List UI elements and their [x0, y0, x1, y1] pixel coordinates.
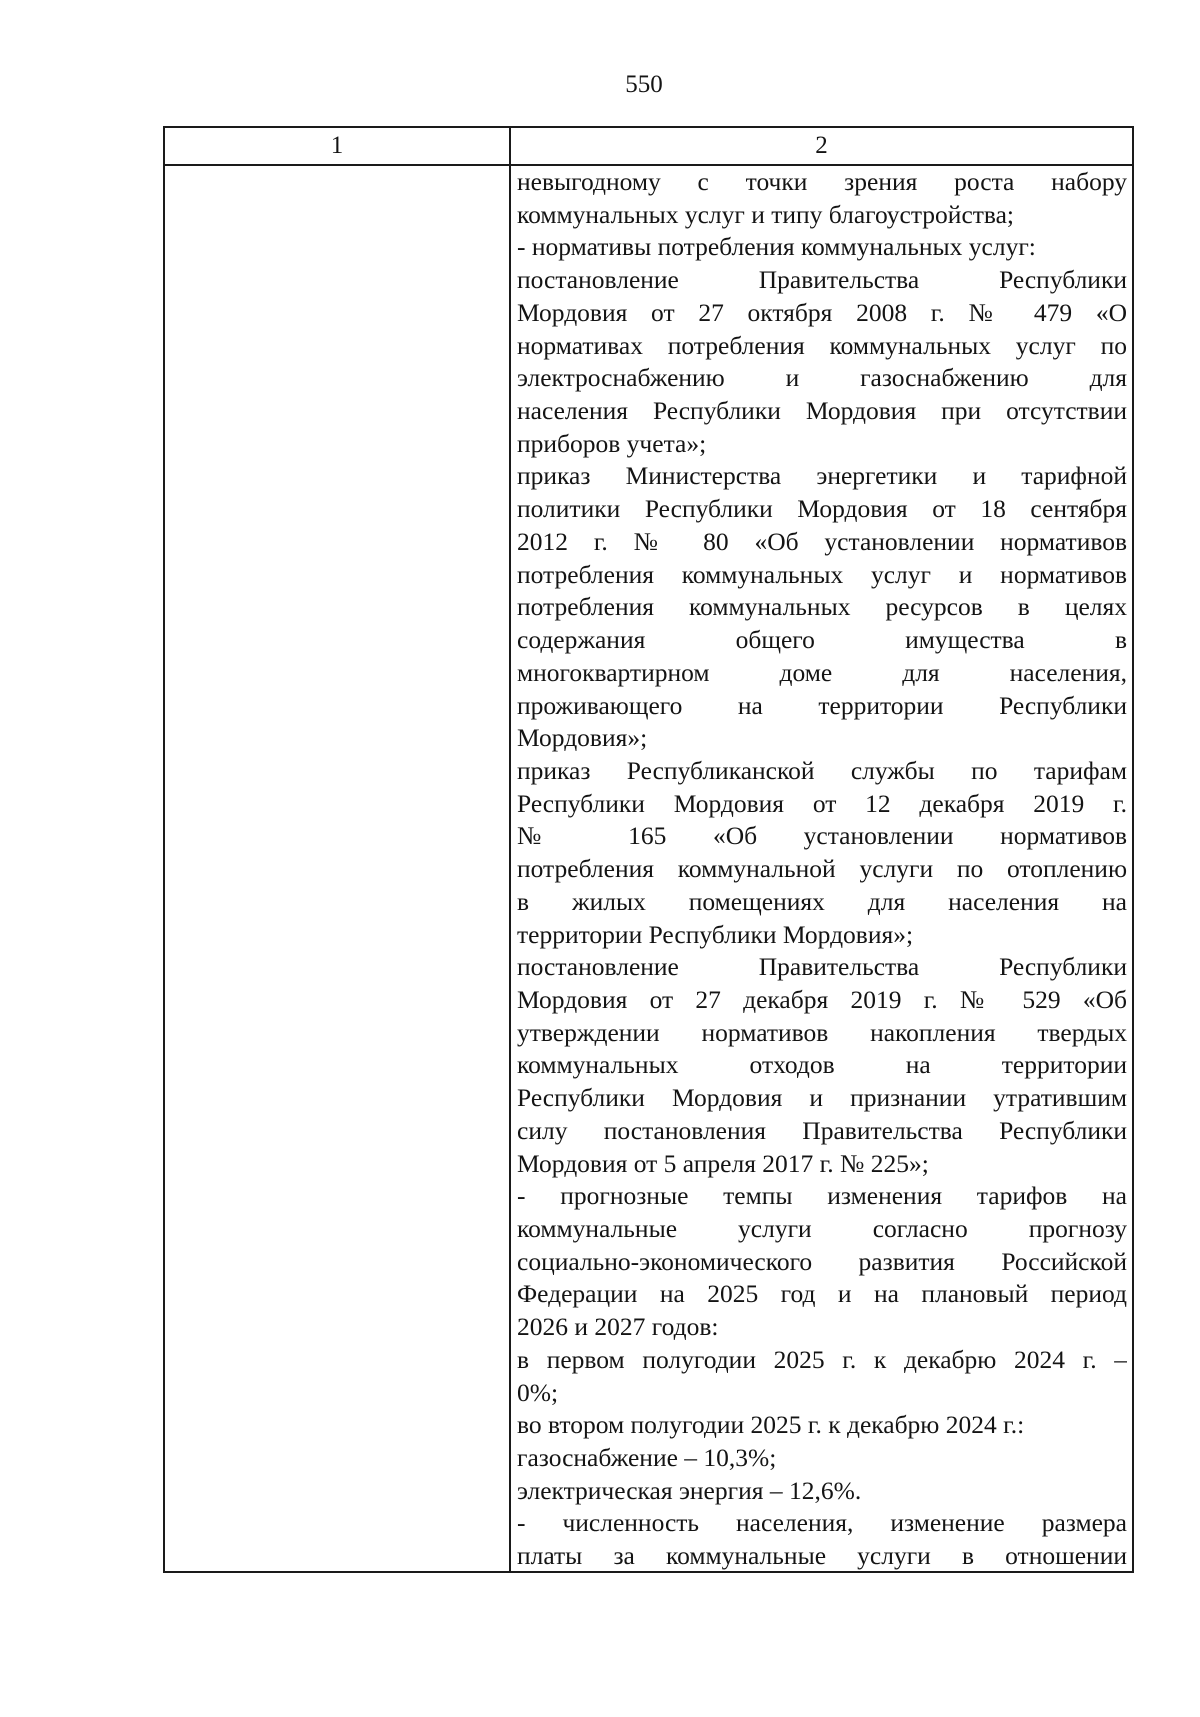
text-line: газоснабжение – 10,3%; — [517, 1443, 777, 1473]
text-line: во втором полугодии 2025 г. к декабрю 2024 г.: — [517, 1410, 1025, 1440]
text-line: платы за коммунальные услуги в отношении — [517, 1541, 1127, 1571]
table-header-row — [165, 128, 1132, 166]
text-line: потребления коммунальных ресурсов в целях — [517, 592, 1127, 622]
text-line: электроснабжению и газоснабжению для — [517, 363, 1127, 393]
text-line: территории Республики Мордовия»; — [517, 919, 914, 949]
text-line: 2012 г. № 80 «Об установлении нормативов — [517, 526, 1127, 556]
text-line: в первом полугодии 2025 г. к декабрю 2024 г. – — [517, 1344, 1127, 1374]
column-header-2: 2 — [815, 132, 828, 159]
column-2-text-cell — [517, 166, 1127, 1573]
text-line: постановление Правительства Республики — [517, 265, 1127, 295]
text-line: Мордовия от 27 декабря 2019 г. № 529 «Об — [517, 984, 1127, 1014]
text-line: проживающего на территории Республики — [517, 690, 1127, 720]
text-line: коммунальных услуг и типу благоустройства; — [517, 199, 1015, 229]
column-divider — [509, 128, 511, 1571]
text-line: постановление Правительства Республики — [517, 952, 1127, 982]
text-line: коммунальные услуги согласно прогнозу — [517, 1214, 1127, 1243]
text-line: многоквартирном доме для населения, — [517, 657, 1127, 687]
text-line: Мордовия от 27 октября 2008 г. № 479 «О — [517, 297, 1127, 327]
text-line: Мордовия от 5 апреля 2017 г. № 225»; — [517, 1148, 929, 1178]
text-line: коммунальных отходов на территории — [517, 1050, 1127, 1080]
text-line: 0%; — [517, 1377, 559, 1407]
text-line: приказ Министерства энергетики и тарифной — [517, 461, 1127, 491]
text-line: содержания общего имущества в — [517, 625, 1127, 655]
text-line: потребления коммунальной услуги по отоплению — [517, 854, 1127, 884]
text-line: в жилых помещениях для населения на — [517, 886, 1127, 916]
text-line: - численность населения, изменение размера — [517, 1508, 1127, 1538]
text-line: Мордовия»; — [517, 723, 648, 753]
text-line: невыгодному с точки зрения роста набору — [517, 167, 1127, 196]
text-line: силу постановления Правительства Республики — [517, 1115, 1127, 1145]
text-line: населения Республики Мордовия при отсутствии — [517, 396, 1127, 426]
text-line: нормативах потребления коммунальных услуг по — [517, 330, 1127, 360]
text-line: № 165 «Об установлении нормативов — [517, 821, 1127, 851]
text-line: социально-экономического развития Российской — [517, 1246, 1127, 1276]
text-line: утверждении нормативов накопления твердых — [517, 1017, 1127, 1047]
text-line: 2026 и 2027 годов: — [517, 1312, 719, 1342]
text-line: электрическая энергия – 12,6%. — [517, 1475, 862, 1505]
text-line: - нормативы потребления коммунальных услуг: — [517, 232, 1036, 262]
text-line: Республики Мордовия и признании утратившим — [517, 1083, 1127, 1113]
column-header-1: 1 — [330, 132, 344, 159]
text-line: - прогнозные темпы изменения тарифов на — [517, 1181, 1127, 1211]
text-line: приказ Республиканской службы по тарифам — [517, 755, 1127, 785]
text-line: политики Республики Мордовия от 18 сентября — [517, 494, 1127, 524]
text-line: приборов учета»; — [517, 428, 707, 458]
document-table — [163, 126, 1134, 1573]
text-line: Федерации на 2025 год и на плановый период — [517, 1279, 1127, 1309]
text-line: Республики Мордовия от 12 декабря 2019 г. — [517, 788, 1127, 818]
text-line: потребления коммунальных услуг и нормативов — [517, 559, 1127, 589]
page-number: 550 — [625, 71, 663, 98]
